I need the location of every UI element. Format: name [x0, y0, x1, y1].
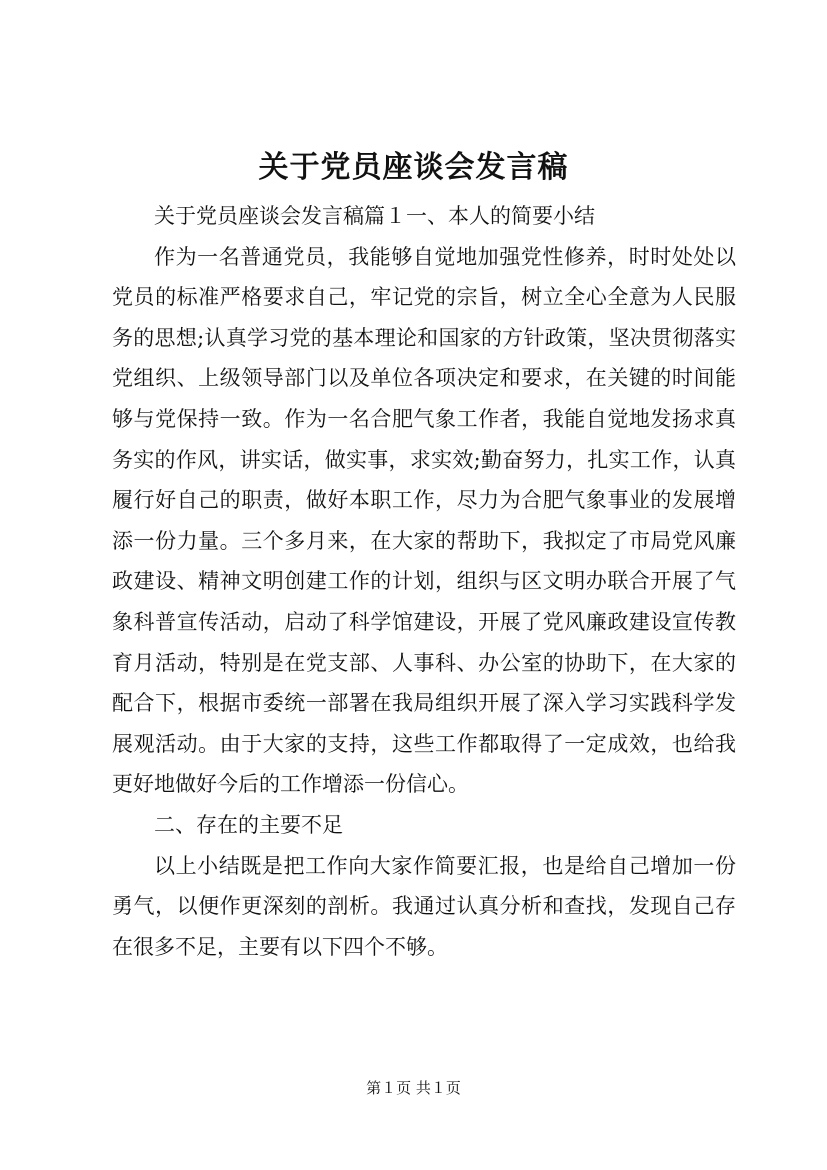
body-paragraph-1: 作为一名普通党员，我能够自觉地加强党性修养，时时处处以党员的标准严格要求自己，牢记党的宗旨，树立全心全意为人民服务的思想;认真学习党的基本理论和国家的方针政策，坚决贯彻落实党组织、上级领导部门以及单位各项决定和要求，在关键的时间能够与党保持一致。作为一名合肥气象工作者，我能自觉地发扬求真务实的作风，讲实话，做实事，求实效;勤奋努力，扎实工作，认真履行好自己的职责，做好本职工作，尽力为合肥气象事业的发展增添一份力量。三个多月来，在大家的帮助下，我拟定了市局党风廉政建设、精神文明创建工作的计划，组织与区文明办联合开展了气象科普宣传活动，启动了科学馆建设，开展了党风廉政建设宣传教育月活动，特别是在党支部、人事科、办公室的协助下，在大家的配合下，根据市委统一部署在我局组织开展了深入学习实践科学发展观活动。由于大家的支持，这些工作都取得了一定成效，也给我更好地做好今后的工作增添一份信心。	[112, 244, 736, 797]
page-footer: 第１页 共１页	[366, 1079, 461, 1097]
document-title: 关于党员座谈会发言稿	[258, 150, 569, 185]
section-heading-2: 二、存在的主要不足	[154, 812, 343, 837]
document-body	[112, 196, 736, 967]
body-paragraph-2: 以上小结既是把工作向大家作简要汇报，也是给自己增加一份勇气，以便作更深刻的剖析。我通过认真分析和查找，发现自己存在很多不足，主要有以下四个不够。	[112, 853, 736, 959]
section-heading-1: 关于党员座谈会发言稿篇１一、本人的简要小结	[154, 204, 595, 228]
